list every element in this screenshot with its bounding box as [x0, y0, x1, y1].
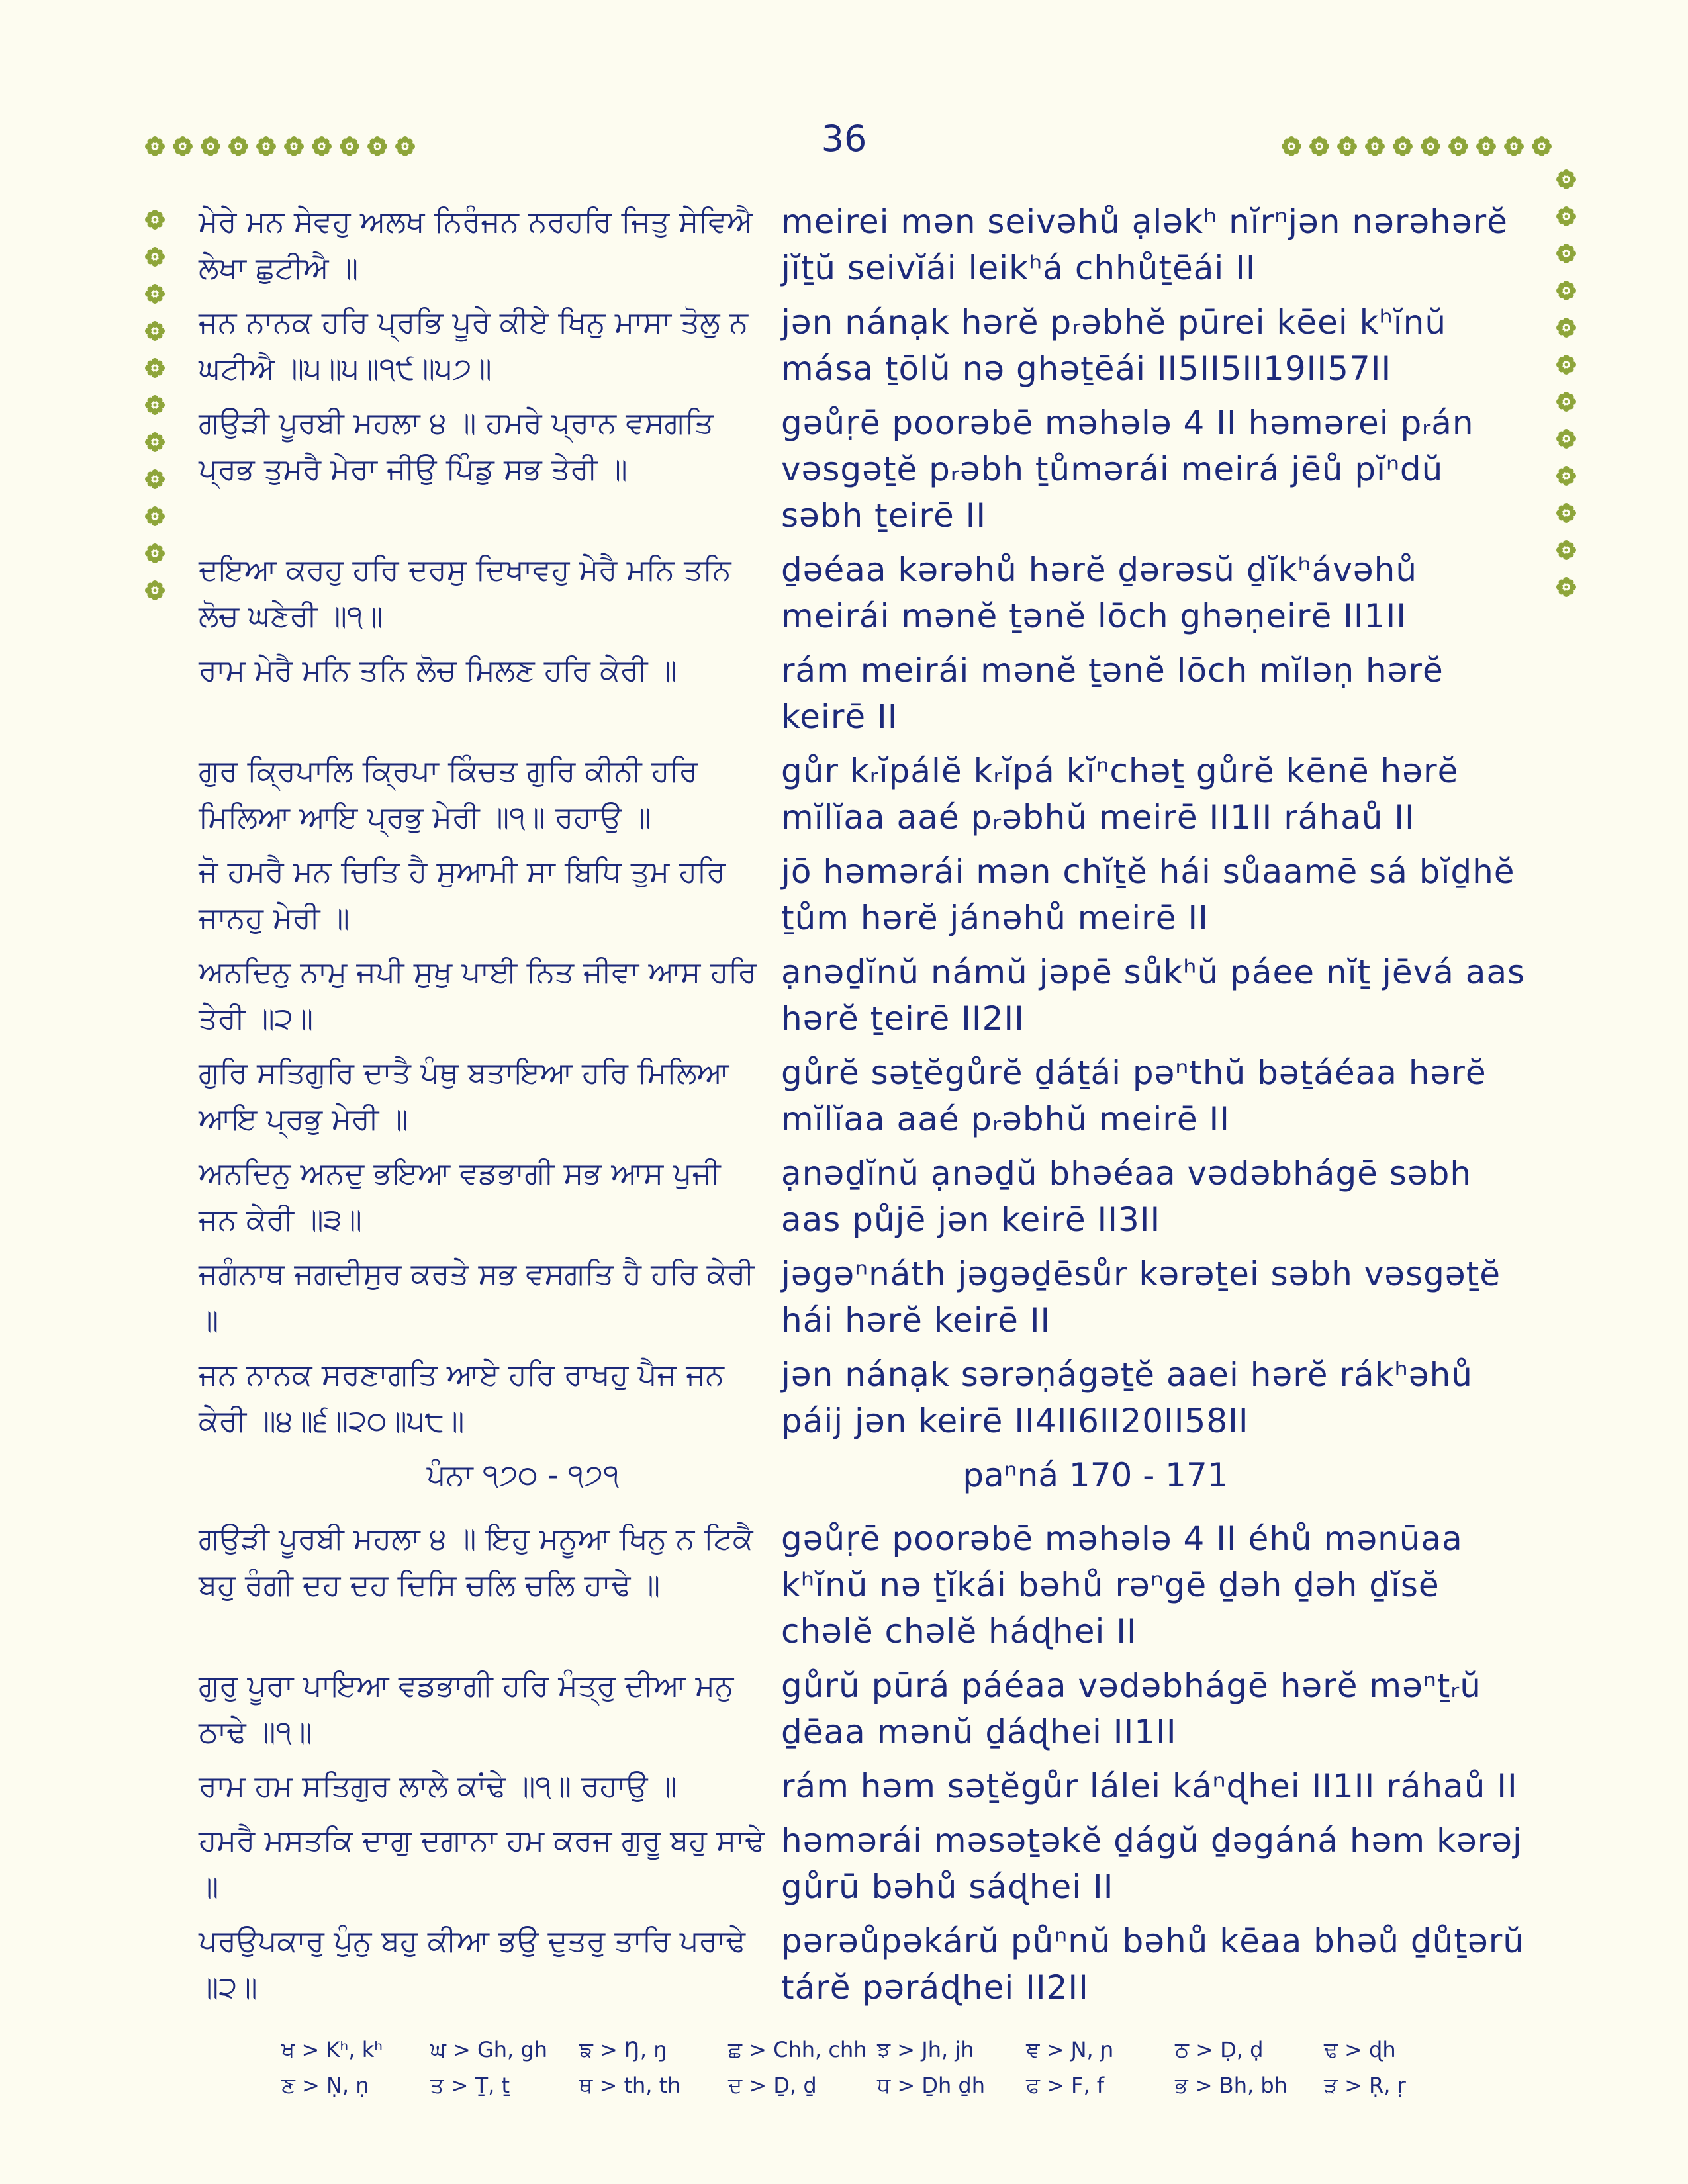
flower-ornament-icon [1556, 539, 1577, 561]
verse-transliteration: gůr kᵣĭpálĕ kᵣĭpá kĭⁿchəṯ gůrĕ kēnē hərĕ mĭlĭaa aaé pᵣəbhŭ meirē II1II ráhaů II [781, 752, 1459, 837]
verse-transliteration: ḏəéaa kərəhů hərĕ ḏərəsŭ ḏĭkʰávəhů meirái mənĕ ṯənĕ lōch ghəṇeirē II1II [781, 551, 1418, 635]
legend-item: ਫ > F, f [1026, 2072, 1105, 2098]
legend-item: ਣ > Ṇ, ṇ [281, 2072, 369, 2098]
legend-item: ਙ > Ŋ, ŋ [579, 2036, 667, 2062]
verse-transliteration: jən nánạk sərəṇágəṯĕ aaei hərĕ rákʰəhů páij jən keirē II4II6II20II58II [781, 1355, 1473, 1440]
flower-ornament-icon [1556, 354, 1577, 375]
legend-item: ਭ > Bh, bh [1175, 2072, 1288, 2098]
legend-item: ੜ > Ṛ, ṛ [1324, 2072, 1406, 2098]
verse-transliteration: ạnəḏĭnŭ ạnəḏŭ bhəéaa vədəbhágē səbh aas půjē jən keirē II3II [781, 1154, 1472, 1239]
flower-ornament-icon [1556, 502, 1577, 523]
flower-ornament-icon [367, 136, 388, 157]
flower-ornament-icon [1531, 136, 1552, 157]
flower-ornament-icon [1556, 169, 1577, 190]
verse-transliteration: ạnəḏĭnŭ námŭ jəpē sůkʰŭ páee nĭṯ jēvá aas hərĕ ṯeirē II2II [781, 953, 1526, 1038]
flower-ornament-icon [1556, 465, 1577, 486]
flower-ornament-icon [228, 136, 249, 157]
flower-ornament-icon [311, 136, 332, 157]
verse-transliteration: həmərái məsəṯəkĕ ḏágŭ ḏəgáná həm kərəj gůrū bəhů sáɖhei II [781, 1821, 1523, 1906]
verse-gurmukhi: ਜੋ ਹਮਰੈ ਮਨ ਚਿਤਿ ਹੈ ਸੁਆਮੀ ਸਾ ਬਿਧਿ ਤੁਮ ਹਰਿ ਜਾਨਹੁ ਮੇਰੀ ॥ [199, 854, 726, 935]
verse-row [199, 1516, 1529, 1655]
flower-ornament-icon [1556, 428, 1577, 449]
flower-ornament-icon [1556, 280, 1577, 301]
flower-ornament-icon [339, 136, 360, 157]
verse-gurmukhi: ਪਰਉਪਕਾਰੁ ਪੁੰਨੁ ਬਹੁ ਕੀਆ ਭਉ ਦੁਤਰੁ ਤਾਰਿ ਪਰਾਢੇ ॥੨॥ [199, 1923, 745, 2005]
verse-gurmukhi: ਗਉੜੀ ਪੂਰਬੀ ਮਹਲਾ ੪ ॥ ਇਹੁ ਮਨੂਆ ਖਿਨੁ ਨ ਟਿਕੈ ਬਹੁ ਰੰਗੀ ਦਹ ਦਹ ਦਿਸਿ ਚਲਿ ਚਲਿ ਹਾਢੇ ॥ [199, 1521, 753, 1602]
verse-transliteration: gůrĕ səṯĕgůrĕ ḏáṯái pəⁿthŭ bəṯáéaa hərĕ mĭlĭaa aaé pᵣəbhŭ meirē II [781, 1054, 1487, 1138]
verse-gurmukhi: ਰਾਮ ਮੇਰੈ ਮਨਿ ਤਨਿ ਲੋਚ ਮਿਲਣ ਹਰਿ ਕੇਰੀ ॥ [199, 653, 678, 688]
legend-item: ਝ > Jh, jh [877, 2036, 974, 2062]
verse-row [199, 848, 1529, 941]
flower-ornament-icon [144, 432, 165, 453]
flower-ornament-icon [144, 469, 165, 490]
flower-ornament-icon [1556, 206, 1577, 227]
ornament-left-column-2 [144, 209, 165, 601]
flower-ornament-icon [1336, 136, 1358, 157]
flower-ornament-icon [283, 136, 305, 157]
ornament-right-column [1556, 169, 1577, 598]
legend-item: ਤ > Ṯ, ṯ [430, 2072, 510, 2098]
legend-item: ਦ > Ḏ, ḏ [728, 2072, 817, 2098]
flower-ornament-icon [1281, 136, 1302, 157]
verse-gurmukhi: ਜਨ ਨਾਨਕ ਸਰਣਾਗਤਿ ਆਏ ਹਰਿ ਰਾਖਹੁ ਪੈਜ ਜਨ ਕੇਰੀ ॥੪॥੬॥੨੦॥੫੮॥ [199, 1357, 724, 1438]
flower-ornament-icon [1556, 391, 1577, 412]
legend-item: ਠ > Ḍ, ḍ [1175, 2036, 1264, 2062]
flower-ornament-icon [144, 543, 165, 564]
verse-gurmukhi: ਦਇਆ ਕਰਹੁ ਹਰਿ ਦਰਸੁ ਦਿਖਾਵਹੁ ਮੇਰੈ ਮਨਿ ਤਨਿ ਲੋਚ ਘਣੇਰੀ ॥੧॥ [199, 552, 731, 633]
legend-item: ਘ > Gh, gh [430, 2036, 547, 2062]
flower-ornament-icon [1448, 136, 1469, 157]
verse-gurmukhi: ਗੁਰੁ ਪੂਰਾ ਪਾਇਆ ਵਡਭਾਗੀ ਹਰਿ ਮੰਤ੍ਰੁ ਦੀਆ ਮਨੁ ਠਾਢੇ ॥੧॥ [199, 1668, 734, 1749]
legend-item: ਢ > ɖh [1324, 2036, 1396, 2062]
legend-row [281, 2068, 1473, 2103]
flower-ornament-icon [144, 283, 165, 304]
flower-ornament-icon [1556, 317, 1577, 338]
verse-row [199, 1662, 1529, 1755]
legend-item: ਞ > Ɲ, ɲ [1026, 2036, 1114, 2062]
legend-row [281, 2032, 1473, 2068]
verse-transliteration: gůrŭ pūrá páéaa vədəbhágē hərĕ məⁿṯᵣŭ ḏēaa mənŭ ḏáɖhei II1II [781, 1666, 1481, 1751]
pana-heading [199, 1452, 1529, 1498]
verse-gurmukhi: ਮੇਰੇ ਮਨ ਸੇਵਹੁ ਅਲਖ ਨਿਰੰਜਨ ਨਰਹਰਿ ਜਿਤੁ ਸੇਵਿਐ ਲੇਖਾ ਛੁਟੀਐ ॥ [199, 204, 753, 285]
flower-ornament-icon [1392, 136, 1413, 157]
page-number: 36 [821, 118, 867, 159]
verse-row [199, 1817, 1529, 1910]
verse-transliteration: jō həmərái mən chĭṯĕ hái sůaamē sá bĭḏhĕ ṯům hərĕ jánəhů meirē II [781, 852, 1515, 937]
verse-row [199, 1918, 1529, 2011]
verse-transliteration: jən nánạk hərĕ pᵣəbhĕ pūrei kēei kʰĭnŭ mása ṯōlŭ nə ghəṯēái II5II5II19II57II [781, 303, 1447, 388]
verse-row [199, 199, 1529, 291]
flower-ornament-icon [1503, 136, 1524, 157]
flower-ornament-icon [144, 209, 165, 230]
flower-ornament-icon [1420, 136, 1441, 157]
flower-ornament-icon [144, 506, 165, 527]
verse-gurmukhi: ਹਮਰੈ ਮਸਤਕਿ ਦਾਗੁ ਦਗਾਨਾ ਹਮ ਕਰਜ ਗੁਰੂ ਬਹੁ ਸਾਢੇ ॥ [199, 1823, 765, 1904]
verse-gurmukhi: ਰਾਮ ਹਮ ਸਤਿਗੁਰ ਲਾਲੇ ਕਾਂਢੇ ॥੧॥ ਰਹਾਉ ॥ [199, 1768, 678, 1803]
ornament-top-right [1281, 136, 1552, 157]
verse-transliteration: rám həm səṯĕgůr lálei káⁿɖhei II1II ráhaů II [781, 1767, 1518, 1805]
flower-ornament-icon [1476, 136, 1497, 157]
legend-item: ਛ > Chh, chh [728, 2036, 867, 2062]
flower-ornament-icon [256, 136, 277, 157]
verse-gurmukhi: ਅਨਦਿਨੁ ਅਨਦੁ ਭਇਆ ਵਡਭਾਗੀ ਸਭ ਆਸ ਪੁਜੀ ਜਨ ਕੇਰੀ ॥੩॥ [199, 1156, 721, 1237]
verse-gurmukhi: ਗੁਰਿ ਸਤਿਗੁਰਿ ਦਾਤੈ ਪੰਥੁ ਬਤਾਇਆ ਹਰਿ ਮਿਲਿਆ ਆਇ ਪ੍ਰਭੁ ਮੇਰੀ ॥ [199, 1055, 729, 1136]
flower-ornament-icon [1364, 136, 1385, 157]
flower-ornament-icon [395, 136, 416, 157]
verse-transliteration: pərəůpəkárŭ půⁿnŭ bəhů kēaa bhəů ḏůṯərŭ tárĕ pəráɖhei II2II [781, 1922, 1524, 2007]
flower-ornament-icon [144, 246, 165, 267]
transliteration-legend [281, 2032, 1473, 2103]
verses-section-1 [199, 199, 1529, 1444]
verses-section-2 [199, 1516, 1529, 2011]
verse-row [199, 748, 1529, 841]
flower-ornament-icon [144, 136, 165, 157]
flower-ornament-icon [1309, 136, 1330, 157]
verse-row [199, 647, 1529, 740]
verse-gurmukhi: ਗੁਰ ਕ੍ਰਿਪਾਲਿ ਕ੍ਰਿਪਾ ਕਿੰਚਤ ਗੁਰਿ ਕੀਨੀ ਹਰਿ ਮਿਲਿਆ ਆਇ ਪ੍ਰਭੁ ਮੇਰੀ ॥੧॥ ਰਹਾਉ ॥ [199, 753, 698, 835]
verse-row [199, 949, 1529, 1042]
verse-row [199, 547, 1529, 639]
flower-ornament-icon [172, 136, 193, 157]
flower-ornament-icon [144, 580, 165, 601]
verse-row [199, 299, 1529, 392]
legend-item: ਧ > Ḏh ḏh [877, 2072, 986, 2098]
verse-transliteration: gəůṛē poorəbē məhələ 4 II éhů mənūaa kʰĭnŭ nə ṯĭkái bəhů rəⁿgē ḏəh ḏəh ḏĭsĕ chəlĕ chəlĕ háɖhei II [781, 1520, 1463, 1651]
flower-ornament-icon [1556, 243, 1577, 264]
verse-gurmukhi: ਅਨਦਿਨੁ ਨਾਮੁ ਜਪੀ ਸੁਖੁ ਪਾਈ ਨਿਤ ਜੀਵਾ ਆਸ ਹਰਿ ਤੇਰੀ ॥੨॥ [199, 954, 757, 1036]
flower-ornament-icon [144, 394, 165, 416]
verse-row [199, 1763, 1529, 1809]
legend-item: ਥ > th, th [579, 2072, 681, 2098]
verse-transliteration: gəůṛē poorəbē məhələ 4 II həmərei pᵣán vəsgəṯĕ pᵣəbh ṯůmərái meirá jēů pĭⁿdŭ səbh ṯeirē II [781, 404, 1474, 535]
verse-row [199, 1351, 1529, 1444]
verse-row [199, 400, 1529, 539]
verse-gurmukhi: ਗਉੜੀ ਪੂਰਬੀ ਮਹਲਾ ੪ ॥ ਹਮਰੇ ਪ੍ਰਾਨ ਵਸਗਤਿ ਪ੍ਰਭ ਤੁਮਰੈ ਮੇਰਾ ਜੀਉ ਪਿੰਡੁ ਸਭ ਤੇਰੀ ॥ [199, 405, 714, 486]
flower-ornament-icon [144, 357, 165, 379]
verse-transliteration: jəgəⁿnáth jəgəḏēsůr kərəṯei səbh vəsgəṯĕ hái hərĕ keirē II [781, 1255, 1501, 1340]
verse-row [199, 1050, 1529, 1142]
legend-item: ਖ > Kʰ, kʰ [281, 2036, 383, 2062]
verse-transliteration: rám meirái mənĕ ṯənĕ lōch mĭləṇ hərĕ keirē II [781, 651, 1444, 736]
flower-ornament-icon [1556, 576, 1577, 598]
verse-row [199, 1251, 1529, 1343]
flower-ornament-icon [200, 136, 221, 157]
verse-row [199, 1150, 1529, 1243]
flower-ornament-icon [144, 320, 165, 341]
verse-gurmukhi: ਜਗੰਨਾਥ ਜਗਦੀਸੁਰ ਕਰਤੇ ਸਭ ਵਸਗਤਿ ਹੈ ਹਰਿ ਕੇਰੀ ॥ [199, 1256, 755, 1338]
verse-content [199, 199, 1529, 2019]
verse-transliteration: meirei mən seivəhů ạləkʰ nĭrⁿjən nərəhərĕ jĭṯŭ seivĭái leikʰá chhůṯēái II [781, 203, 1508, 287]
pana-translit: paⁿná 170 - 171 [962, 1456, 1229, 1494]
pana-gurmukhi: ਪੰਨਾ ੧੭੦ - ੧੭੧ [426, 1457, 620, 1492]
ornament-top-left [144, 136, 416, 157]
verse-gurmukhi: ਜਨ ਨਾਨਕ ਹਰਿ ਪ੍ਰਭਿ ਪੂਰੇ ਕੀਏ ਖਿਨੁ ਮਾਸਾ ਤੋਲੁ ਨ ਘਟੀਐ ॥੫॥੫॥੧੯॥੫੭॥ [199, 304, 748, 386]
